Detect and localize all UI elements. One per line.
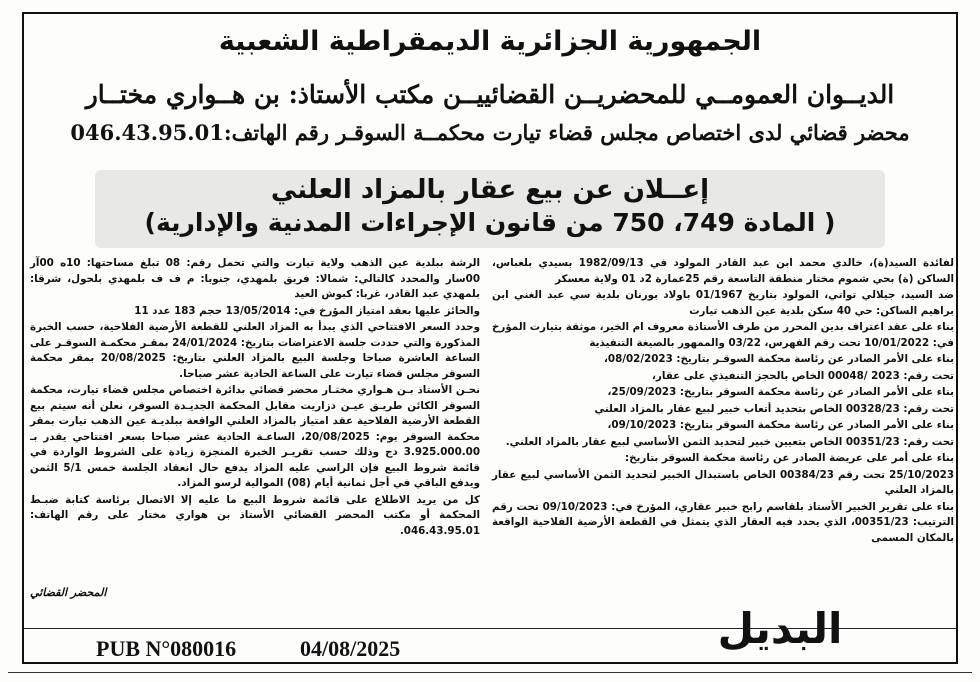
republic-header: الجمهورية الجزائرية الديمقراطية الشعبية: [218, 26, 762, 57]
paragraph: بناء على الأمر الصادر عن رئاسة محكمة السوقـر بتاريخ: 08/02/2023،: [603, 353, 954, 365]
paragraph: تحت رقم: 00351/23 الخاص بتعيين خبير لتحديد الثمن الأساسي لبيع عقار بالمزاد العلني.: [505, 435, 954, 448]
court-header: محضر قضائي لدى اختصاص مجلس قضاء تيارت محكمــة السوقـر رقم الهاتف:046.43.95.01: [70, 120, 910, 145]
paragraph: تحت رقم: 2023 /00048 الخاص بالحجز التنفيذي على عقار،: [651, 369, 954, 382]
publication-number: PUB N°080016: [96, 636, 237, 661]
office-header: الديــوان العمومــي للمحضريــن القضائييــن مكتب الأستاذ: بن هــواري مختــار: [85, 80, 895, 109]
newspaper-name: البديل: [717, 604, 843, 653]
publication-date: 04/08/2025: [300, 636, 401, 661]
paragraph: وحدد السعر الافتتاحي الذي يبدأ به المزاد العلني للقطعة الأرضية الفلاحية، حسب الخبرة المذكورة والتي حددت جلسة الاعتراضات بتاريخ: 24/01/2024 بمقـر محكمـة السوقـر على الساعة العاشرة صباحا وجلسة البيع بالمزاد العلني بتاريخ: 20/08/2025 بمقر محكمة السوقر مجلس قضاء تيارت على الساعة الحادية عشر صباحا.: [30, 321, 480, 380]
notice-legal-reference: ( المادة 749، 750 من قانون الإجراءات المدنية والإدارية): [144, 208, 836, 237]
page-edge-line: [8, 672, 972, 673]
paragraph: الرشة ببلدية عين الذهب ولاية تيارت والتي تحمل رقم: 08 تبلغ مساحتها: 10ه 00آر 00سار والمحدد كالتالي: شمالا: فريق بلمهدي، جنوبا: م ف ف بلمهدي بلحول، شرقا: بلمهدي عبد القادر، غربا: كبوش العيد: [30, 257, 480, 300]
paragraph: تحت رقم: 00328/23 الخاص بتحديد أتعاب خبير لبيع عقار بالمزاد العلني: [594, 402, 954, 415]
paragraph: بناء على عقد اعتراف بدين المحرر من طرف الأستاذة معروف ام الخير، موثقة بتيارت المؤرخ في: 10/01/2022 تحت رقم الفهرس، 03/22 والممهور بالصيغة التنفيذية: [492, 321, 954, 349]
column-left: [30, 256, 480, 540]
notice-title: إعــلان عن بيع عقار بالمزاد العلني: [270, 175, 710, 205]
paragraph: بناء على الأمر الصادر عن رئاسة محكمة السوقر بتاريخ: 25/09/2023،: [607, 386, 954, 398]
paragraph: 25/10/2023 تحت رقم 00384/23 الخاص باستبدال الخبير لتحديد الثمن الأساسي لبيع عقار بالمزاد العلني: [492, 468, 954, 496]
paragraph: نحـن الأستاذ بـن هـواري مختـار محضر قضائي بدائرة اختصاص مجلس قضاء تيارت، محكمة السوقر الكائن طريـق عيـن دزاريت مقابل المحكمة الجديـدة السوقر، نعلن أنه سيتم بيع القطعة الأرضية الفلاحية عقد امتياز بالمزاد العلني الواقعة ببلديـة عين الذهب تيارت بمقر محكمة السوقر يوم: 20/08/2025، الساعـة الحادية عشر صباحا بسعر افتتاحي يقدر بـ 3.925.000.00 دج وذلك حسب تقريـر الخبرة المنجزة زيادة على الشروط الواردة في قائمة شروط البيع فإن الراسي عليه المزاد يدفع حال انعقاد الجلسة خمس 5/1 الثمن ويدفع الباقي في أجل ثمانية أيام (08) الموالية لرسو المزاد.: [30, 384, 481, 489]
paragraph: ضد السيد، جيلالي تواتي، المولود بتاريخ 01/1967 باولاد بورنان بلدية سي عبد الغني ابن براهيم الساكن: حي 40 سكن بلدية عين الذهب تيارت: [492, 289, 954, 317]
paragraph: بناء على أمر على عريضة الصادر عن رئاسة محكمة السوقر بتاريخ:: [625, 452, 954, 464]
bailiff-signature: المحضر القضائي: [30, 586, 107, 599]
paragraph: لفائدة السيد(ة)، خالدي محمد ابن عبد القادر المولود في 1982/09/13 بسيدي بلعباس، الساكن (ة) بحي شموم مختار منطقة التاسعة رقم 25عمارة 2د 01 ولاية معسكر: [492, 257, 954, 285]
paragraph: والحائز عليها بعقد امتياز المؤرخ في: 13/05/2014 حجم 183 عدد 11: [134, 304, 480, 317]
paragraph: بناء على الأمر الصادر عن رئاسة محكمة السوقر بتاريخ: 09/10/2023،: [607, 419, 954, 431]
column-right: [492, 256, 954, 547]
paragraph: بناء على تقرير الخبير الأستاذ بلقاسم رابح خبير عقاري، المؤرخ في: 09/10/2023 تحت رقم الترتيب: 00351/23، الذي يحدد فيه العقار الذي يتمثل في القطعة الأرضية الفلاحية الواقعة بالمكان المسمى: [492, 500, 955, 544]
paragraph: كل من يريد الاطلاع على قائمة شروط البيع ما عليه إلا الاتصال برئاسة كتابة ضبـط المحكمة أو مكتب المحضر القضائي الأستاذ بن هواري مختار على رقم الهاتف: 046.43.95.01.: [30, 493, 480, 537]
